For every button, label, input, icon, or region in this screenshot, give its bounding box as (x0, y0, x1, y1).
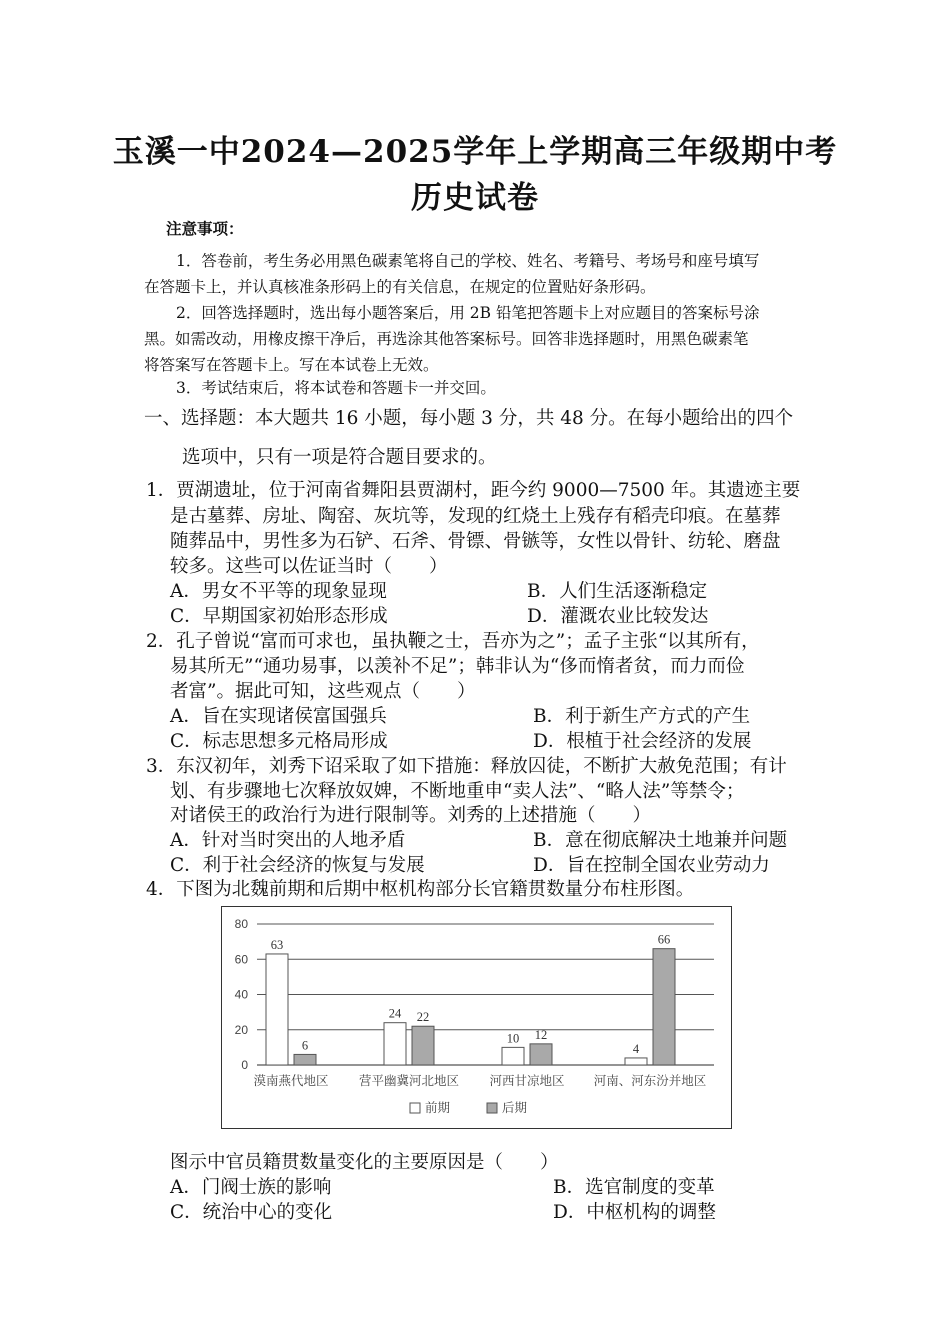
bar (653, 949, 675, 1065)
bar-chart (221, 906, 732, 1129)
notice-line: 1．答卷前，考生务必用黑色碳素笔将自己的学校、姓名、考籍号、考场号和座号填写 (176, 252, 760, 270)
q4-option-d: D．中枢机构的调整 (553, 1202, 716, 1223)
q1-option-c: C．早期国家初始形态形成 (170, 606, 388, 627)
bar (502, 1047, 524, 1065)
q2-option-b: B．利于新生产方式的产生 (533, 706, 751, 727)
q4-question: 图示中官员籍贯数量变化的主要原因是（ ） (170, 1152, 559, 1173)
exam-title-line2: 历史试卷 (411, 180, 539, 216)
x-category-label: 营平幽冀河北地区 (358, 1073, 460, 1088)
q3-option-a: A．针对当时突出的人地矛盾 (170, 830, 406, 851)
bar-value-label: 10 (506, 1031, 520, 1046)
bar (625, 1058, 647, 1065)
notice-line: 黑。如需改动，用橡皮擦干净后，再选涂其他答案标号。回答非选择题时，用黑色碳素笔 (144, 330, 749, 348)
q1-option-d: D．灌溉农业比较发达 (527, 606, 709, 627)
section-heading-line2: 选项中，只有一项是符合题目要求的。 (182, 447, 497, 468)
q2-option-c: C．标志思想多元格局形成 (170, 731, 388, 752)
legend-swatch (410, 1103, 420, 1113)
x-category-label: 河西甘凉地区 (489, 1073, 565, 1088)
bar-value-label: 6 (301, 1038, 309, 1053)
notice-line: 将答案写在答题卡上。写在本试卷上无效。 (144, 356, 439, 374)
q3-option-d: D．旨在控制全国农业劳动力 (533, 855, 770, 876)
bar-value-label: 22 (416, 1010, 430, 1025)
q3-option-c: C．利于社会经济的恢复与发展 (170, 855, 425, 876)
notice-line: 在答题卡上，并认真核准条形码上的有关信息，在规定的位置贴好条形码。 (144, 278, 656, 296)
q2-stem-line: 2．孔子曾说“富而可求也，虽执鞭之士，吾亦为之”；孟子主张“以其所有， (146, 631, 760, 652)
y-tick-label: 60 (234, 952, 248, 967)
section-heading-line1: 一、选择题：本大题共 16 小题，每小题 3 分，共 48 分。在每小题给出的四个 (144, 408, 794, 429)
q3-option-b: B．意在彻底解决土地兼并问题 (533, 830, 788, 851)
notice-line: 3．考试结束后，将本试卷和答题卡一并交回。 (176, 379, 496, 397)
y-tick-label: 40 (234, 987, 248, 1002)
q1-stem-line: 是古墓葬、房址、陶窑、灰坑等，发现的红烧土上残存有稻壳印痕。在墓葬 (170, 506, 781, 527)
q2-stem-line: 易其所无”“通功易事，以羡补不足”；韩非认为“侈而惰者贫，而力而俭 (170, 656, 745, 677)
q1-stem-line: 较多。这些可以佐证当时（ ） (170, 556, 448, 577)
x-category-label: 漠南燕代地区 (253, 1073, 329, 1088)
q3-stem-line: 划、有步骤地七次释放奴婢，不断地重申“卖人法”、“略人法”等禁令； (170, 781, 745, 802)
q2-option-d: D．根植于社会经济的发展 (533, 731, 752, 752)
bar-value-label: 24 (388, 1006, 402, 1021)
y-tick-label: 0 (241, 1058, 248, 1072)
q2-stem-line: 者富”。据此可知，这些观点（ ） (170, 681, 476, 702)
y-tick-label: 80 (234, 917, 248, 931)
legend-label: 后期 (502, 1100, 528, 1115)
y-tick-label: 20 (234, 1022, 248, 1037)
q1-stem-line: 1．贾湖遗址，位于河南省舞阳县贾湖村，距今约 9000—7500 年。其遗迹主要 (146, 480, 801, 501)
bar (530, 1044, 552, 1065)
bar-chart-svg (222, 907, 733, 1130)
q1-option-a: A．男女不平等的现象显现 (170, 581, 387, 602)
q3-stem-line: 对诸侯王的政治行为进行限制等。刘秀的上述措施（ ） (170, 805, 652, 826)
legend-swatch (487, 1103, 497, 1113)
notice-line: 2．回答选择题时，选出每小题答案后，用 2B 铅笔把答题卡上对应题目的答案标号涂 (176, 304, 760, 322)
q2-option-a: A．旨在实现诸侯富国强兵 (170, 706, 387, 727)
q4-option-a: A．门阀士族的影响 (170, 1177, 332, 1198)
bar-value-label: 12 (534, 1027, 548, 1042)
bar (294, 1054, 316, 1065)
q4-option-c: C．统治中心的变化 (170, 1202, 333, 1223)
x-category-label: 河南、河东汾并地区 (593, 1073, 707, 1088)
q1-stem-line: 随葬品中，男性多为石铲、石斧、骨镖、骨镞等，女性以骨针、纺轮、磨盘 (170, 531, 781, 552)
bar-value-label: 63 (270, 937, 284, 952)
q4-stem-line: 4．下图为北魏前期和后期中枢机构部分长官籍贯数量分布柱形图。 (146, 879, 695, 900)
notice-heading: 注意事项： (166, 219, 244, 238)
legend-label: 前期 (425, 1100, 451, 1115)
bar (384, 1023, 406, 1065)
bar-value-label: 4 (632, 1041, 640, 1056)
exam-title-line1: 玉溪一中2024—2025学年上学期高三年级期中考 (112, 134, 838, 170)
bar-value-label: 66 (657, 932, 671, 947)
q1-option-b: B．人们生活逐渐稳定 (527, 581, 708, 602)
q4-option-b: B．选官制度的变革 (553, 1177, 715, 1198)
bar (266, 954, 288, 1065)
bar (412, 1026, 434, 1065)
q3-stem-line: 3．东汉初年，刘秀下诏采取了如下措施：释放囚徒，不断扩大赦免范围；有计 (146, 756, 787, 777)
